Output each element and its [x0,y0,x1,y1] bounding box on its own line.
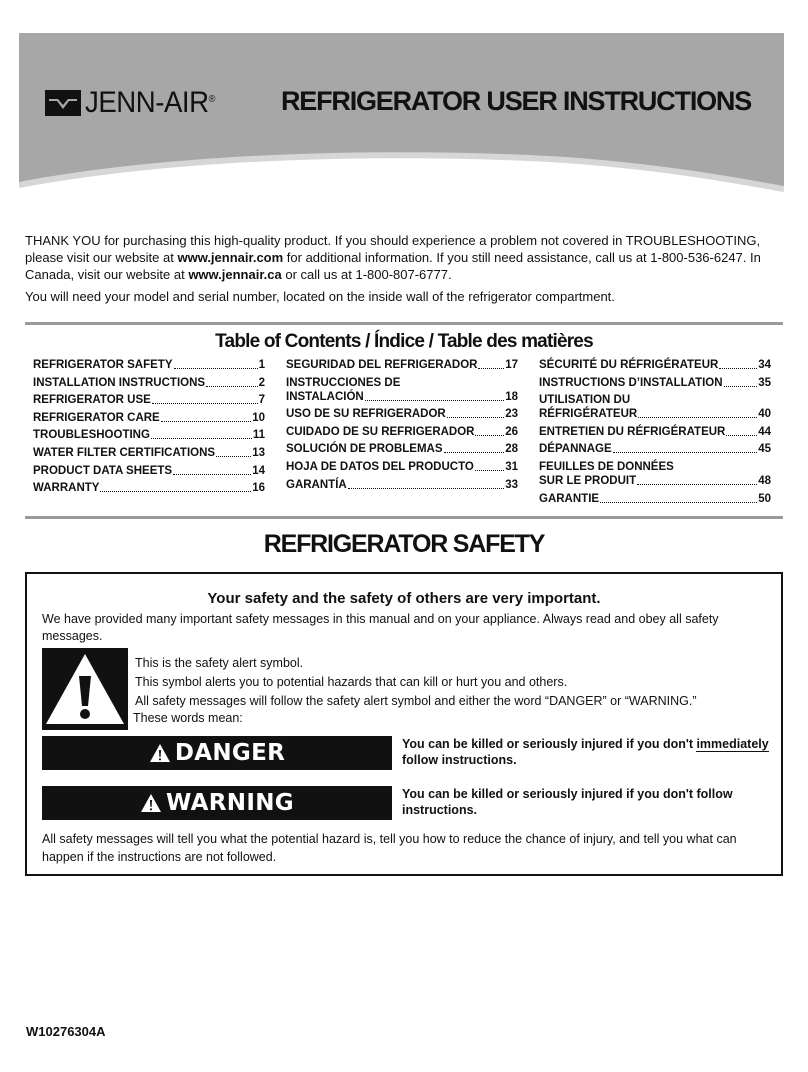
toc-item[interactable]: USO DE SU REFRIGERADOR 23 [286,408,518,421]
toc-item[interactable]: SOLUCIÓN DE PROBLEMAS 28 [286,443,518,456]
alert-triangle-icon [149,743,171,763]
toc-item[interactable]: WATER FILTER CERTIFICATIONS 13 [33,446,265,459]
toc-item[interactable]: GARANTIE 50 [539,492,771,505]
document-number: W10276304A [26,1024,106,1039]
danger-label: DANGER [42,736,392,770]
safety-footer: All safety messages will tell you what the potential hazard is, tell you how to reduce the chance of injury, and tell you what can happen if the instructions are not followed. [42,832,737,864]
danger-description: You can be killed or seriously injured if you don't immediately follow instructions. [402,737,769,767]
safety-alert-icon [42,648,128,730]
intro-text [25,232,783,310]
jenn-air-logo-icon [45,90,81,116]
safety-heading: Your safety and the safety of others are very important. [207,590,601,607]
toc-item-multiline[interactable]: INSTRUCCIONES DE INSTALACIÓN 18 [286,376,518,403]
toc-item[interactable]: REFRIGERATOR USE 7 [33,394,265,407]
model-serial-note: You will need your model and serial number, located on the inside wall of the refrigerator compartment. [25,289,615,304]
toc-item[interactable]: INSTALLATION INSTRUCTIONS 2 [33,376,265,389]
toc-item[interactable]: SEGURIDAD DEL REFRIGERADOR 17 [286,359,518,371]
warning-label: WARNING [42,786,392,820]
section-title: REFRIGERATOR SAFETY [263,530,545,558]
toc-item[interactable]: ENTRETIEN DU RÉFRIGÉRATEUR 44 [539,425,771,438]
toc-item-multiline[interactable]: UTILISATION DU RÉFRIGÉRATEUR 40 [539,394,771,421]
toc-item[interactable]: GARANTÍA 33 [286,478,518,491]
intro-paragraph: THANK YOU for purchasing this high-quality product. If you should experience a problem not covered in TROUBLESHOOTING, please visit our website at www.jennair.com for additional information. If you still need assistance, call us at 1-800-536-6247. In Canada, visit our website at www.jennair.ca or call us at 1-800-807-6777. [25,233,761,282]
toc-item[interactable]: WARRANTY 16 [33,482,265,495]
toc-item[interactable]: PRODUCT DATA SHEETS 14 [33,464,265,477]
page-title: REFRIGERATOR USER INSTRUCTIONS [281,86,752,116]
toc-item[interactable]: REFRIGERATOR CARE 10 [33,411,265,424]
divider [25,322,783,325]
toc-item[interactable]: INSTRUCTIONS D’INSTALLATION 35 [539,376,771,389]
website-link[interactable]: www.jennair.com [177,250,284,265]
toc-item-multiline[interactable]: FEUILLES DE DONNÉES SUR LE PRODUIT 48 [539,460,771,487]
divider [25,516,783,519]
toc-item[interactable]: HOJA DE DATOS DEL PRODUCTO 31 [286,460,518,473]
safety-box [25,572,783,876]
toc-item[interactable]: TROUBLESHOOTING 11 [33,429,265,442]
safety-intro: We have provided many important safety messages in this manual and on your appliance. Always read and obey all safety messages. [42,612,719,643]
toc-title: Table of Contents / Índice / Table des matières [215,331,593,352]
alert-description: This is the safety alert symbol. This symbol alerts you to potential hazards that can kill or hurt you and others. All safety messages will follow the safety alert symbol and either the word “DANGER” or “WARNING.” These words mean: [133,656,697,725]
toc-item[interactable]: CUIDADO DE SU REFRIGERADOR 26 [286,425,518,438]
toc-french [539,358,771,509]
warning-description: You can be killed or seriously injured if you don't follow instructions. [402,787,733,817]
toc-item[interactable]: REFRIGERATOR SAFETY 1 [33,359,265,371]
header-band [19,33,784,205]
toc-spanish [286,358,518,495]
toc-english [33,358,265,499]
toc-item[interactable]: DÉPANNAGE 45 [539,443,771,456]
alert-triangle-icon [140,793,162,813]
website-link-canada[interactable]: www.jennair.ca [188,267,282,282]
toc-item[interactable]: SÉCURITÉ DU RÉFRIGÉRATEUR 34 [539,359,771,371]
brand-logo: JENN-AIR® [45,83,226,123]
